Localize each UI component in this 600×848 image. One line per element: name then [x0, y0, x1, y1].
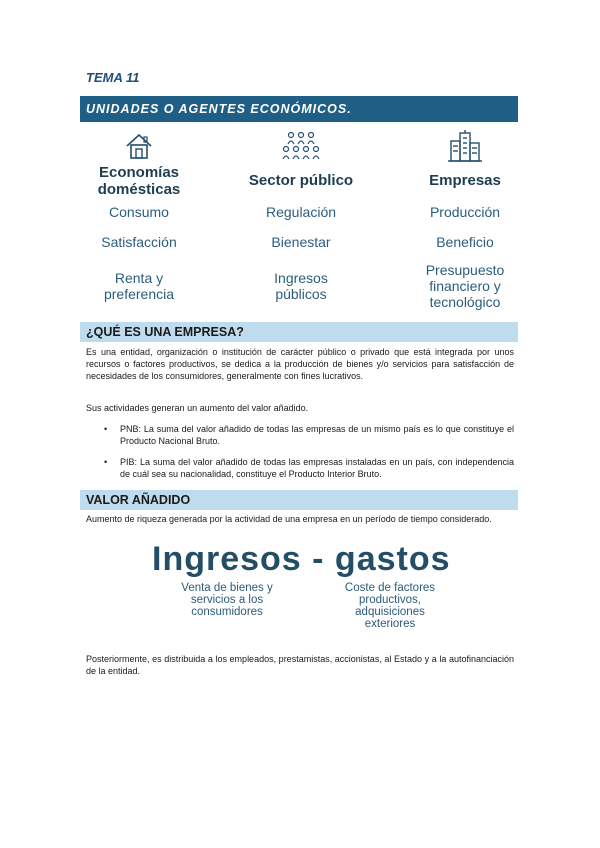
unit-title-bar — [80, 96, 518, 122]
list-item — [86, 423, 514, 447]
list-item — [86, 456, 514, 480]
value-added-formula: Ingresos - gastos — [152, 540, 451, 578]
section-title: ¿QUÉ ES UNA EMPRESA? — [86, 325, 244, 339]
section-header-value-added — [80, 490, 518, 510]
agent-item: Presupuesto financiero y tecnológico — [425, 262, 505, 310]
house-icon — [66, 130, 212, 162]
value-added-definition: Aumento de riqueza generada por la actividad de una empresa en un período de tiempo considerado. — [86, 514, 492, 524]
topic-number: TEMA 11 — [86, 70, 140, 85]
list-item-text: PIB: La suma del valor añadido de todas las empresas instaladas en un país, con independencia de cuál sea su nacionalidad, constituye el Producto Interior Bruto. — [120, 457, 514, 479]
agent-item: Renta y preferencia — [103, 270, 175, 302]
section-header-company — [80, 322, 518, 342]
agent-title: Empresas — [429, 172, 501, 189]
unit-title: UNIDADES O AGENTES ECONÓMICOS. — [86, 102, 352, 116]
agent-title: Sector público — [248, 172, 354, 189]
company-definition: Es una entidad, organización o institución de carácter público o privado que está integrada por unos recursos o factores productivos, se dedica a la producción de bienes y/o servicios para satisfacción de necesidades de los consumidores, generalmente con fines lucrativos. — [86, 347, 514, 381]
agent-column-public-sector — [228, 130, 374, 302]
agent-column-companies — [392, 130, 538, 310]
agent-title: Economías domésticas — [97, 164, 181, 198]
agent-item: Bienestar — [271, 234, 331, 250]
people-icon — [228, 130, 374, 162]
agent-item: Regulación — [265, 204, 337, 220]
section-title: VALOR AÑADIDO — [86, 493, 191, 507]
agent-item: Ingresos públicos — [274, 270, 328, 302]
gastos-note: Coste de factores productivos, adquisiciones exteriores — [344, 582, 436, 630]
list-item-text: PNB: La suma del valor añadido de todas las empresas de un mismo país es lo que constituye el Producto Nacional Bruto. — [120, 424, 514, 446]
buildings-icon — [392, 130, 538, 162]
ingresos-note: Venta de bienes y servicios a los consumidores — [181, 582, 273, 618]
agent-item: Producción — [429, 204, 501, 220]
agent-item: Consumo — [109, 204, 169, 220]
agent-item: Beneficio — [436, 234, 494, 250]
agent-column-households — [66, 130, 212, 302]
bullet-icon: • — [104, 457, 108, 467]
bullet-icon: • — [104, 424, 108, 434]
macro-indicators-list — [86, 423, 514, 489]
agent-item: Satisfacción — [101, 234, 177, 250]
value-added-sentence: Sus actividades generan un aumento del valor añadido. — [86, 403, 309, 413]
distribution-paragraph: Posteriormente, es distribuida a los empleados, prestamistas, accionistas, al Estado y a la autofinanciación de la entidad. — [86, 654, 514, 676]
